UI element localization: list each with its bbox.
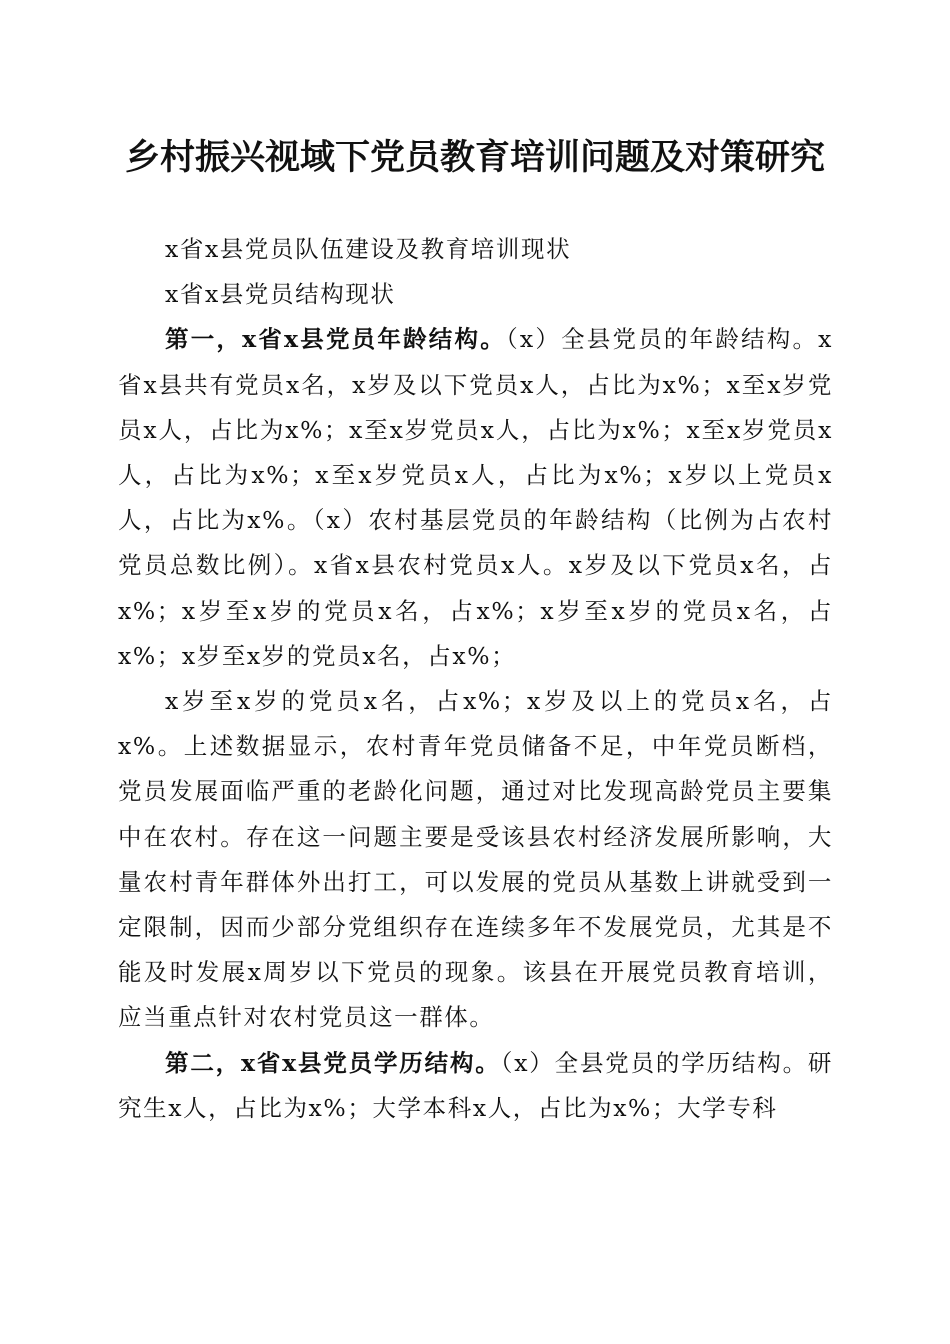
document-title: 乡村振兴视域下党员教育培训问题及对策研究 — [124, 137, 825, 178]
paragraph-text: （x）全县党员的年龄结构。x省x县共有党员x名，x岁及以下党员x人，占比为x%；x至x岁党员x人，占比为x%；x至x岁党员x人，占比为x%；x至x岁党员x人，占比为x%；x至x岁党员x人，占比为x%；x岁以上党员x人，占比为x%。（x）农村基层党员的年龄结构（比例为占农村党员总数比例）。x省x县农村党员x人。x岁及以下党员x名，占x%；x岁至x岁的党员x名，占x%；x岁至x岁的党员x名，占x%；x岁至x岁的党员x名，占x%； — [118, 325, 834, 670]
paragraph-lead: 第二，x省x县党员学历结构。 — [165, 1048, 501, 1077]
paragraph-age-structure — [118, 317, 833, 679]
paragraph-text: （x）全县党员的学历结构。研究生x人，占比为x%；大学本科x人，占比为x%；大学专科 — [118, 1048, 833, 1122]
paragraph-education-structure — [118, 1041, 833, 1131]
paragraph-lead: 第一，x省x县党员年龄结构。 — [165, 325, 506, 354]
paragraph-aging-analysis: x岁至x岁的党员x名，占x%；x岁及以上的党员x名，占x%。上述数据显示，农村青年党员储备不足，中年党员断档，党员发展面临严重的老龄化问题，通过对比发现高龄党员主要集中在农村。存在这一问题主要是受该县农村经济发展所影响，大量农村青年群体外出打工，可以发展的党员从基数上讲就受到一定限制，因而少部分党组织存在连续多年不发展党员，尤其是不能及时发展x周岁以下党员的现象。该县在开展党员教育培训，应当重点针对农村党员这一群体。 — [118, 687, 833, 1032]
document-body — [118, 227, 833, 1131]
section-heading: x省x县党员队伍建设及教育培训现状 — [165, 235, 572, 263]
subsection-heading: x省x县党员结构现状 — [165, 280, 396, 309]
